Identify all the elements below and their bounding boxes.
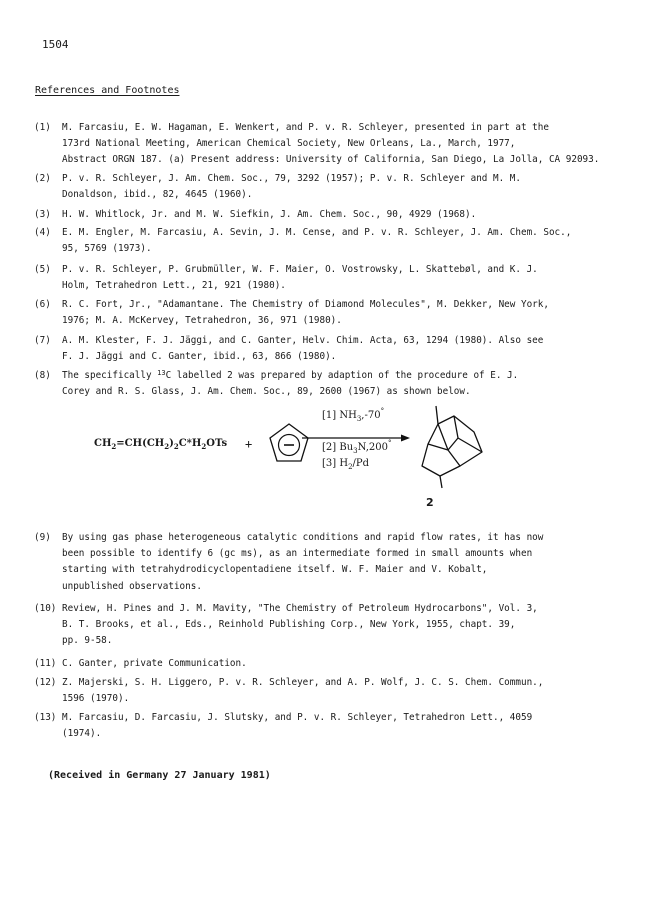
reference-number: (7)	[34, 335, 51, 346]
reference-number: (9)	[34, 532, 51, 543]
plus-sign: +	[245, 437, 253, 451]
reference-item	[34, 368, 644, 400]
reference-item	[34, 225, 644, 257]
reference-line: The specifically $^{13}$C labelled 2 was prepared by adaption of the procedure of E. J.	[62, 369, 519, 381]
reference-number: (13)	[34, 712, 57, 723]
reference-number: (11)	[34, 658, 57, 669]
product-label: 2	[426, 496, 434, 509]
reference-line: (1974).	[62, 728, 102, 740]
reference-item	[34, 262, 644, 294]
reference-line: Corey and R. S. Glass, J. Am. Chem. Soc., 89, 2600 (1967) as shown below.	[62, 386, 471, 398]
reference-line: Review, H. Pines and J. M. Mavity, "The Chemistry of Petroleum Hydrocarbons", Vol. 3,	[62, 603, 538, 614]
reference-number: (4)	[34, 227, 51, 238]
reference-line: starting with tetrahydrodicyclopentadiene itself. W. F. Maier and V. Kobalt,	[62, 564, 488, 576]
reference-item	[34, 171, 644, 203]
reference-number: (10)	[34, 603, 57, 614]
reference-line: unpublished observations.	[62, 580, 202, 592]
received-date: (Received in Germany 27 January 1981)	[48, 770, 271, 781]
reference-line: M. Farcasiu, E. W. Hagaman, E. Wenkert, and P. v. R. Schleyer, presented in part at the	[62, 122, 549, 133]
reference-line: pp. 9-58.	[62, 635, 113, 647]
reference-item	[34, 710, 644, 742]
reference-line: P. v. R. Schleyer, J. Am. Chem. Soc., 79, 3292 (1957); P. v. R. Schleyer and M. M.	[62, 173, 521, 184]
reference-number: (6)	[34, 299, 51, 310]
reference-number: (1)	[34, 122, 51, 133]
reference-item	[34, 530, 644, 595]
reference-line: 1596 (1970).	[62, 693, 130, 705]
cyclopentadienyl-anion	[267, 421, 311, 465]
reference-line: R. C. Fort, Jr., "Adamantane. The Chemistry of Diamond Molecules", M. Dekker, New York,	[62, 299, 549, 310]
reference-item	[34, 207, 644, 223]
product-structure	[416, 402, 488, 494]
reference-line: Abstract ORGN 187. (a) Present address: University of California, San Diego, La Jolla, CA 92093.	[62, 154, 600, 166]
condition-3: [3] $H_2/Pd$	[322, 458, 370, 471]
reference-line: M. Farcasiu, D. Farcasiu, J. Slutsky, and P. v. R. Schleyer, Tetrahedron Lett., 4059	[62, 712, 533, 723]
reference-item	[34, 297, 644, 329]
reactant-formula: $CH_2=CH(CH_2)_2C*H_2OTs$	[94, 438, 228, 451]
reference-line: Holm, Tetrahedron Lett., 21, 921 (1980).	[62, 280, 286, 292]
reference-line: C. Ganter, private Communication.	[62, 658, 247, 669]
condition-2: [2] $Bu_3N,200^\circ$	[322, 439, 392, 455]
page-number: 1504	[42, 38, 69, 51]
reference-line: Z. Majerski, S. H. Liggero, P. v. R. Schleyer, and A. P. Wolf, J. C. S. Chem. Commun.,	[62, 677, 544, 688]
reference-line: E. M. Engler, M. Farcasiu, A. Sevin, J. M. Cense, and P. v. R. Schleyer, J. Am. Chem. Soc.,	[62, 227, 572, 238]
reaction-scheme	[80, 402, 580, 512]
reference-item	[34, 656, 644, 672]
reference-line: P. v. R. Schleyer, P. Grubmüller, W. F. Maier, O. Vostrowsky, L. Skattebøl, and K. J.	[62, 264, 538, 275]
reference-line: 1976; M. A. McKervey, Tetrahedron, 36, 971 (1980).	[62, 315, 342, 327]
reference-item	[34, 120, 644, 169]
reference-line: Donaldson, ibid., 82, 4645 (1960).	[62, 189, 253, 201]
reference-line: F. J. Jäggi and C. Ganter, ibid., 63, 866 (1980).	[62, 351, 337, 363]
reference-number: (5)	[34, 264, 51, 275]
reference-item	[34, 675, 644, 707]
reference-number: (3)	[34, 209, 51, 220]
reference-line: By using gas phase heterogeneous catalytic conditions and rapid flow rates, it has now	[62, 532, 544, 543]
reaction-arrow	[302, 434, 410, 442]
reference-line: been possible to identify 6 (gc ms), as an intermediate formed in small amounts when	[62, 548, 533, 560]
reference-number: (2)	[34, 173, 51, 184]
reference-item	[34, 601, 644, 650]
reference-line: A. M. Klester, F. J. Jäggi, and C. Ganter, Helv. Chim. Acta, 63, 1294 (1980). Also see	[62, 335, 544, 346]
reference-number: (8)	[34, 370, 51, 381]
reference-line: 95, 5769 (1973).	[62, 243, 152, 255]
reference-line: H. W. Whitlock, Jr. and M. W. Siefkin, J. Am. Chem. Soc., 90, 4929 (1968).	[62, 209, 477, 220]
reference-item	[34, 333, 644, 365]
reference-line: 173rd National Meeting, American Chemical Society, New Orleans, La., March, 1977,	[62, 138, 516, 150]
section-heading: References and Footnotes	[35, 85, 180, 96]
reference-number: (12)	[34, 677, 57, 688]
condition-1: [1] $NH_3,-70^\circ$	[322, 407, 385, 423]
reference-line: B. T. Brooks, et al., Eds., Reinhold Publishing Corp., New York, 1955, chapt. 39,	[62, 619, 516, 631]
